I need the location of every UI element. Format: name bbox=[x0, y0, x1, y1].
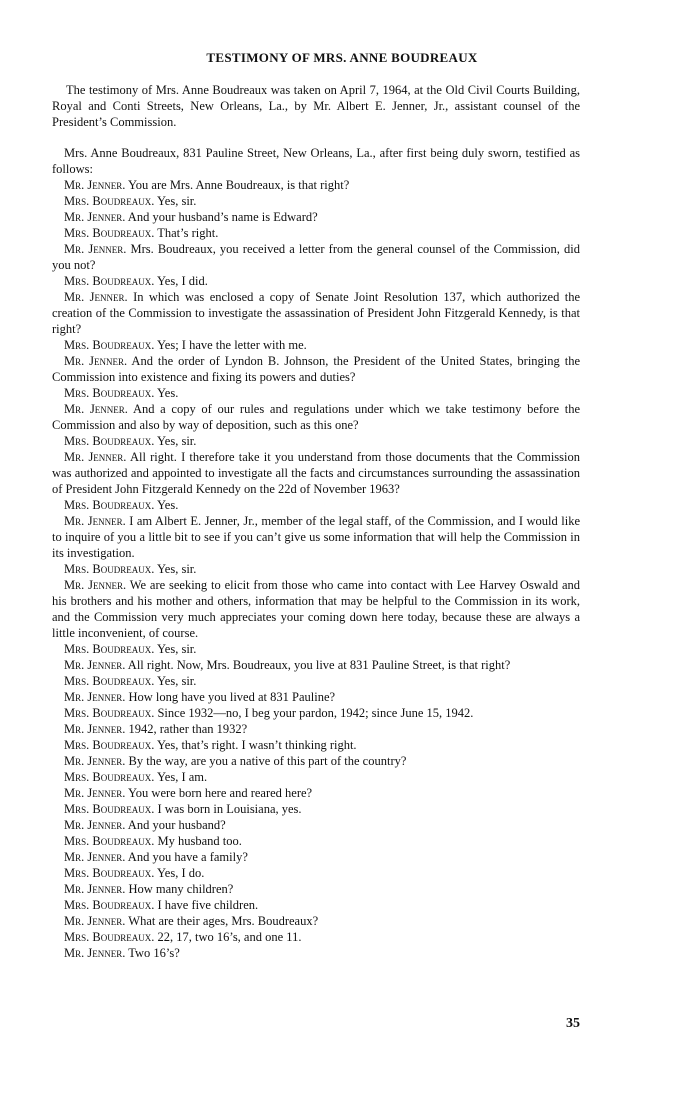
paragraph-text: We are seeking to elicit from those who came into contact with Lee Harvey Oswald and his brothers and his mother and others, information that may be helpful to the Commission in its work, and the Commission very much appreciates your coming down here today, because these are always a little inconvenient, of course. bbox=[52, 578, 580, 640]
paragraph-text: In which was enclosed a copy of Senate Joint Resolution 137, which authorized the creation of the Commission to investigate the assassination of President John Fitzgerald Kennedy, is that right? bbox=[52, 290, 581, 336]
testimony-paragraph bbox=[52, 913, 580, 929]
paragraph-text: And a copy of our rules and regulations under which we take testimony before the Commission and also by way of deposition, such as this one? bbox=[52, 402, 580, 432]
paragraph-text: 22, 17, two 16’s, and one 11. bbox=[157, 930, 302, 944]
testimony-paragraph bbox=[52, 929, 580, 945]
speaker-label: Mr. Jenner. bbox=[64, 786, 126, 800]
speaker-label: Mr. Jenner. bbox=[64, 354, 128, 368]
speaker-label: Mr. Jenner. bbox=[64, 210, 126, 224]
testimony-paragraph bbox=[52, 273, 580, 289]
paragraph-text: Yes, I do. bbox=[157, 866, 205, 880]
testimony-paragraph bbox=[52, 513, 580, 561]
testimony-paragraph bbox=[52, 769, 580, 785]
intro-paragraph: The testimony of Mrs. Anne Boudreaux was taken on April 7, 1964, at the Old Civil Courts Building, Royal and Conti Streets, New Orleans, La., by Mr. Albert E. Jenner, Jr., assistant counsel of the President’s Commission. bbox=[52, 83, 580, 129]
speaker-label: Mr. Jenner. bbox=[64, 178, 126, 192]
testimony-paragraph bbox=[52, 737, 580, 753]
speaker-label: Mr. Jenner. bbox=[64, 658, 126, 672]
paragraph-text: And you have a family? bbox=[127, 850, 248, 864]
paragraph-text: My husband too. bbox=[157, 834, 242, 848]
speaker-label: Mr. Jenner. bbox=[64, 818, 126, 832]
paragraph-text: Yes, sir. bbox=[157, 642, 197, 656]
paragraph-text: Yes, I am. bbox=[157, 770, 208, 784]
speaker-label: Mrs. Boudreaux. bbox=[64, 738, 155, 752]
paragraph-text: Two 16’s? bbox=[128, 946, 180, 960]
speaker-label: Mrs. Boudreaux. bbox=[64, 930, 155, 944]
testimony-paragraph bbox=[52, 385, 580, 401]
speaker-label: Mrs. Boudreaux. bbox=[64, 226, 155, 240]
speaker-label: Mrs. Boudreaux. bbox=[64, 866, 155, 880]
paragraph-text: And your husband’s name is Edward? bbox=[127, 210, 318, 224]
speaker-label: Mrs. Boudreaux. bbox=[64, 194, 155, 208]
speaker-label: Mrs. Boudreaux. bbox=[64, 898, 155, 912]
paragraph-text: Yes. bbox=[157, 386, 179, 400]
testimony-paragraph bbox=[52, 577, 580, 641]
paragraph-text: I was born in Louisiana, yes. bbox=[157, 802, 302, 816]
testimony-paragraph bbox=[52, 225, 580, 241]
testimony-paragraph bbox=[52, 865, 580, 881]
paragraph-text: Since 1932—no, I beg your pardon, 1942; since June 15, 1942. bbox=[157, 706, 474, 720]
testimony-paragraph bbox=[52, 897, 580, 913]
speaker-label: Mr. Jenner. bbox=[64, 290, 128, 304]
testimony-paragraph bbox=[52, 705, 580, 721]
paragraph-text: Yes, sir. bbox=[157, 562, 197, 576]
speaker-label: Mr. Jenner. bbox=[64, 722, 126, 736]
testimony-paragraph bbox=[52, 145, 580, 177]
paragraph-text: Yes. bbox=[157, 498, 179, 512]
paragraph-text: How many children? bbox=[128, 882, 234, 896]
intro-section bbox=[52, 82, 580, 130]
paragraph-text: What are their ages, Mrs. Boudreaux? bbox=[128, 914, 319, 928]
speaker-label: Mrs. Boudreaux. bbox=[64, 498, 155, 512]
paragraph-text: Mrs. Boudreaux, you received a letter from the general counsel of the Commission, did you not? bbox=[52, 242, 580, 272]
testimony-paragraph bbox=[52, 753, 580, 769]
testimony-paragraph bbox=[52, 689, 580, 705]
paragraph-text: All right. Now, Mrs. Boudreaux, you live at 831 Pauline Street, is that right? bbox=[127, 658, 511, 672]
testimony-paragraph bbox=[52, 657, 580, 673]
speaker-label: Mrs. Boudreaux. bbox=[64, 674, 155, 688]
paragraph-text: How long have you lived at 831 Pauline? bbox=[128, 690, 336, 704]
paragraph-text: That’s right. bbox=[157, 226, 219, 240]
speaker-label: Mrs. Boudreaux. bbox=[64, 338, 155, 352]
paragraph-text: All right. I therefore take it you understand from those documents that the Commission was authorized and appointed to investigate all the facts and circumstances surrounding the assassination of President John Fitzgerald Kennedy on the 22d of November 1963? bbox=[52, 450, 580, 496]
testimony-paragraph bbox=[52, 673, 580, 689]
testimony-paragraph bbox=[52, 785, 580, 801]
page-title: TESTIMONY OF MRS. ANNE BOUDREAUX bbox=[206, 50, 478, 65]
testimony-paragraph bbox=[52, 721, 580, 737]
paragraph-text: I am Albert E. Jenner, Jr., member of the legal staff, of the Commission, and I would like to inquire of you a little bit to see if you can’t give us some information that will help the Commission in its investigation. bbox=[52, 514, 581, 560]
testimony-paragraph bbox=[52, 833, 580, 849]
testimony-paragraph bbox=[52, 817, 580, 833]
testimony-paragraph bbox=[52, 209, 580, 225]
testimony-paragraph bbox=[52, 497, 580, 513]
speaker-label: Mrs. Boudreaux. bbox=[64, 770, 155, 784]
speaker-label: Mr. Jenner. bbox=[64, 850, 126, 864]
speaker-label: Mr. Jenner. bbox=[64, 514, 126, 528]
speaker-label: Mr. Jenner. bbox=[64, 242, 127, 256]
page-number: 35 bbox=[566, 1016, 580, 1031]
paragraph-text: Yes; I have the letter with me. bbox=[157, 338, 307, 352]
paragraph-text: You are Mrs. Anne Boudreaux, is that right? bbox=[128, 178, 350, 192]
speaker-label: Mr. Jenner. bbox=[64, 914, 126, 928]
speaker-label: Mr. Jenner. bbox=[64, 754, 126, 768]
paragraph-text: Mrs. Anne Boudreaux, 831 Pauline Street, New Orleans, La., after first being duly sworn, testified as follows: bbox=[52, 146, 580, 176]
speaker-label: Mrs. Boudreaux. bbox=[64, 642, 155, 656]
testimony-paragraph bbox=[52, 561, 580, 577]
speaker-label: Mr. Jenner. bbox=[64, 946, 126, 960]
paragraph-text: Yes, that’s right. I wasn’t thinking right. bbox=[157, 738, 357, 752]
testimony-paragraph bbox=[52, 801, 580, 817]
testimony-paragraph bbox=[52, 433, 580, 449]
speaker-label: Mrs. Boudreaux. bbox=[64, 562, 155, 576]
speaker-label: Mrs. Boudreaux. bbox=[64, 386, 155, 400]
paragraph-text: Yes, I did. bbox=[157, 274, 208, 288]
paragraph-text: Yes, sir. bbox=[157, 194, 197, 208]
paragraph-text: 1942, rather than 1932? bbox=[128, 722, 248, 736]
speaker-label: Mrs. Boudreaux. bbox=[64, 802, 155, 816]
testimony-paragraph bbox=[52, 401, 580, 433]
speaker-label: Mr. Jenner. bbox=[64, 450, 127, 464]
speaker-label: Mr. Jenner. bbox=[64, 690, 126, 704]
paragraph-text: And your husband? bbox=[127, 818, 226, 832]
testimony-paragraph bbox=[52, 193, 580, 209]
testimony-paragraph bbox=[52, 945, 580, 961]
paragraph-text: I have five children. bbox=[157, 898, 259, 912]
testimony-paragraph bbox=[52, 849, 580, 865]
paragraph-text: Yes, sir. bbox=[157, 434, 197, 448]
paragraph-text: And the order of Lyndon B. Johnson, the President of the United States, bringing the Commission into existence and fixing its powers and duties? bbox=[52, 354, 580, 384]
testimony-paragraph bbox=[52, 353, 580, 385]
speaker-label: Mr. Jenner. bbox=[64, 882, 126, 896]
speaker-label: Mrs. Boudreaux. bbox=[64, 434, 155, 448]
paragraph-text: You were born here and reared here? bbox=[128, 786, 313, 800]
testimony-paragraph bbox=[52, 641, 580, 657]
paragraph-text: Yes, sir. bbox=[157, 674, 197, 688]
testimony-paragraph bbox=[52, 177, 580, 193]
testimony-dialogue bbox=[52, 145, 580, 961]
testimony-paragraph bbox=[52, 241, 580, 273]
paragraph-text: By the way, are you a native of this part of the country? bbox=[128, 754, 407, 768]
speaker-label: Mr. Jenner. bbox=[64, 578, 127, 592]
speaker-label: Mrs. Boudreaux. bbox=[64, 706, 155, 720]
speaker-label: Mrs. Boudreaux. bbox=[64, 834, 155, 848]
testimony-paragraph bbox=[52, 449, 580, 497]
testimony-paragraph bbox=[52, 289, 580, 337]
speaker-label: Mrs. Boudreaux. bbox=[64, 274, 155, 288]
testimony-paragraph bbox=[52, 881, 580, 897]
testimony-paragraph bbox=[52, 337, 580, 353]
speaker-label: Mr. Jenner. bbox=[64, 402, 128, 416]
